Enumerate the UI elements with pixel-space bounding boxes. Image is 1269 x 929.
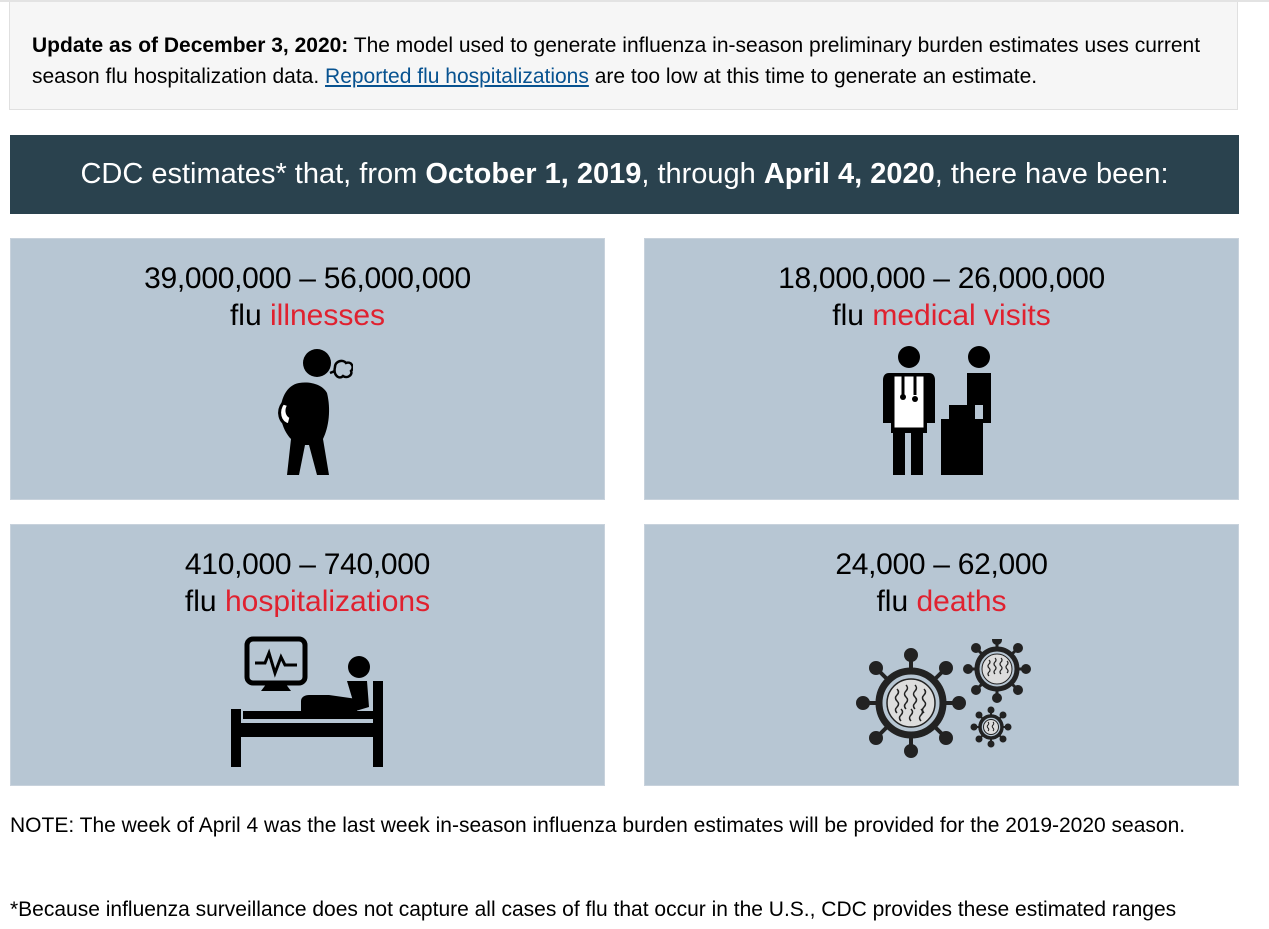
medical-visits-range: 18,000,000 – 26,000,000 [778, 262, 1105, 295]
banner-text-2: , through [641, 158, 764, 190]
illnesses-card [10, 238, 605, 500]
hospitalizations-range: 410,000 – 740,000 [184, 548, 431, 581]
hospital-bed-icon [229, 635, 385, 769]
sick-person-icon [273, 347, 353, 479]
medical-visits-label: flu medical visits [832, 299, 1051, 332]
update-lead: Update as of December 3, 2020: [32, 34, 349, 57]
surveillance-footnote: *Because influenza surveillance does not capture all cases of flu that occur in the U.S., CDC provides these estimated ranges [10, 898, 1177, 921]
banner-text-1: CDC estimates* that, from [80, 158, 426, 190]
banner-end-date: April 4, 2020 [763, 158, 935, 190]
estimates-banner [10, 135, 1239, 214]
reported-flu-hospitalizations-link[interactable]: Reported flu hospitalizations [325, 65, 589, 88]
banner-start-date: October 1, 2019 [425, 158, 642, 190]
illnesses-range: 39,000,000 – 56,000,000 [144, 262, 471, 295]
banner-text-3: , there have been: [934, 158, 1169, 190]
medical-visits-card [644, 238, 1239, 500]
doctor-patient-icon [879, 345, 1003, 479]
deaths-range: 24,000 – 62,000 [835, 548, 1048, 581]
update-text-1: The model used to generate influenza in-season preliminary burden estimates uses current season flu hospitalization data. [32, 34, 1201, 88]
hospitalizations-card [10, 524, 605, 786]
virus-icon [855, 639, 1031, 763]
illnesses-label: flu illnesses [229, 299, 386, 332]
update-text-2: are too low at this time to generate an estimate. [588, 65, 1038, 88]
deaths-label: flu deaths [876, 585, 1007, 618]
update-notice [9, 2, 1238, 110]
hospitalizations-label: flu hospitalizations [184, 585, 431, 618]
deaths-card [644, 524, 1239, 786]
season-note: NOTE: The week of April 4 was the last week in-season influenza burden estimates will be provided for the 2019-2020 season. [10, 814, 1186, 837]
